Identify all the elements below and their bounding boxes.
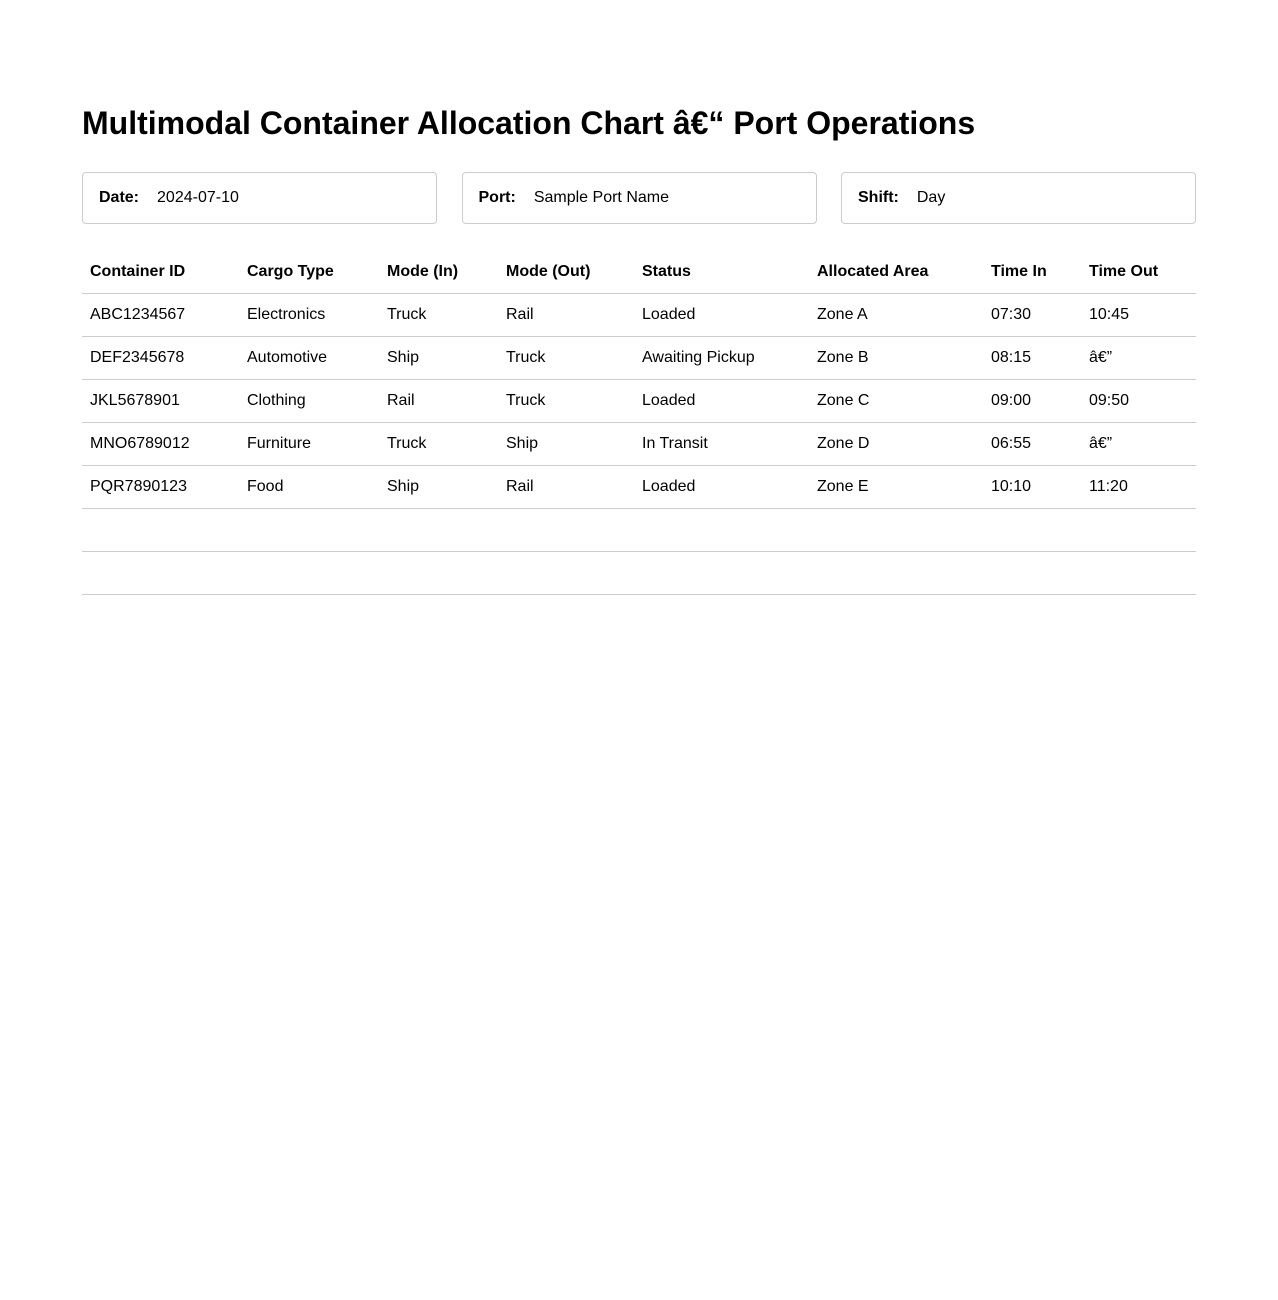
header-time-out: Time Out [1081,251,1196,294]
cell-mode-out: Ship [498,423,634,466]
page-title: Multimodal Container Allocation Chart â€“ Port Operations [82,105,976,141]
date-field [82,172,437,224]
header-allocated-area: Allocated Area [809,251,983,294]
cell-cargo-type: Clothing [239,380,379,423]
date-label: Date: [99,189,140,206]
cell-container-id [82,509,239,552]
cell-allocated-area [809,552,983,595]
cell-time-in: 07:30 [983,294,1081,337]
cell-time-out: â€” [1081,423,1196,466]
cell-allocated-area: Zone E [809,466,983,509]
shift-field [841,172,1196,224]
cell-time-out: 11:20 [1081,466,1196,509]
port-value: Sample Port Name [533,189,669,206]
container-allocation-table [82,251,1196,595]
cell-container-id: MNO6789012 [82,423,239,466]
date-value: 2024-07-10 [157,189,239,206]
table-header-row [82,251,1196,294]
table-row [82,509,1196,552]
meta-info-bar [82,172,1196,224]
cell-allocated-area: Zone D [809,423,983,466]
table-body [82,294,1196,595]
cell-container-id: JKL5678901 [82,380,239,423]
table-row [82,552,1196,595]
cell-time-out: 10:45 [1081,294,1196,337]
cell-allocated-area: Zone C [809,380,983,423]
cell-mode-out: Rail [498,294,634,337]
cell-time-out [1081,509,1196,552]
header-mode-out: Mode (Out) [498,251,634,294]
cell-time-in: 09:00 [983,380,1081,423]
shift-label: Shift: [858,189,899,206]
cell-cargo-type [239,509,379,552]
cell-mode-in [379,552,498,595]
cell-time-in: 08:15 [983,337,1081,380]
cell-time-in [983,552,1081,595]
table-row [82,380,1196,423]
cell-mode-in: Rail [379,380,498,423]
cell-status: Loaded [634,466,809,509]
cell-mode-out: Truck [498,337,634,380]
cell-cargo-type: Electronics [239,294,379,337]
cell-time-in [983,509,1081,552]
header-cargo-type: Cargo Type [239,251,379,294]
cell-time-in: 06:55 [983,423,1081,466]
cell-time-in: 10:10 [983,466,1081,509]
cell-status: Awaiting Pickup [634,337,809,380]
cell-status [634,552,809,595]
cell-container-id: DEF2345678 [82,337,239,380]
header-mode-in: Mode (In) [379,251,498,294]
cell-allocated-area: Zone B [809,337,983,380]
cell-container-id: ABC1234567 [82,294,239,337]
header-time-in: Time In [983,251,1081,294]
port-field [462,172,817,224]
port-label: Port: [478,189,516,206]
table-row [82,466,1196,509]
cell-mode-in [379,509,498,552]
cell-allocated-area [809,509,983,552]
shift-value: Day [916,189,946,206]
table-row [82,337,1196,380]
cell-cargo-type: Food [239,466,379,509]
cell-time-out: 09:50 [1081,380,1196,423]
cell-status [634,509,809,552]
cell-mode-in: Ship [379,337,498,380]
cell-time-out: â€” [1081,337,1196,380]
cell-time-out [1081,552,1196,595]
cell-status: In Transit [634,423,809,466]
cell-status: Loaded [634,294,809,337]
cell-mode-in: Ship [379,466,498,509]
cell-allocated-area: Zone A [809,294,983,337]
cell-mode-out [498,509,634,552]
cell-cargo-type: Furniture [239,423,379,466]
cell-mode-out [498,552,634,595]
cell-mode-out: Rail [498,466,634,509]
header-container-id: Container ID [82,251,239,294]
cell-container-id: PQR7890123 [82,466,239,509]
header-status: Status [634,251,809,294]
table-row [82,294,1196,337]
cell-cargo-type: Automotive [239,337,379,380]
table-row [82,423,1196,466]
cell-mode-out: Truck [498,380,634,423]
cell-cargo-type [239,552,379,595]
cell-mode-in: Truck [379,423,498,466]
cell-container-id [82,552,239,595]
cell-status: Loaded [634,380,809,423]
cell-mode-in: Truck [379,294,498,337]
